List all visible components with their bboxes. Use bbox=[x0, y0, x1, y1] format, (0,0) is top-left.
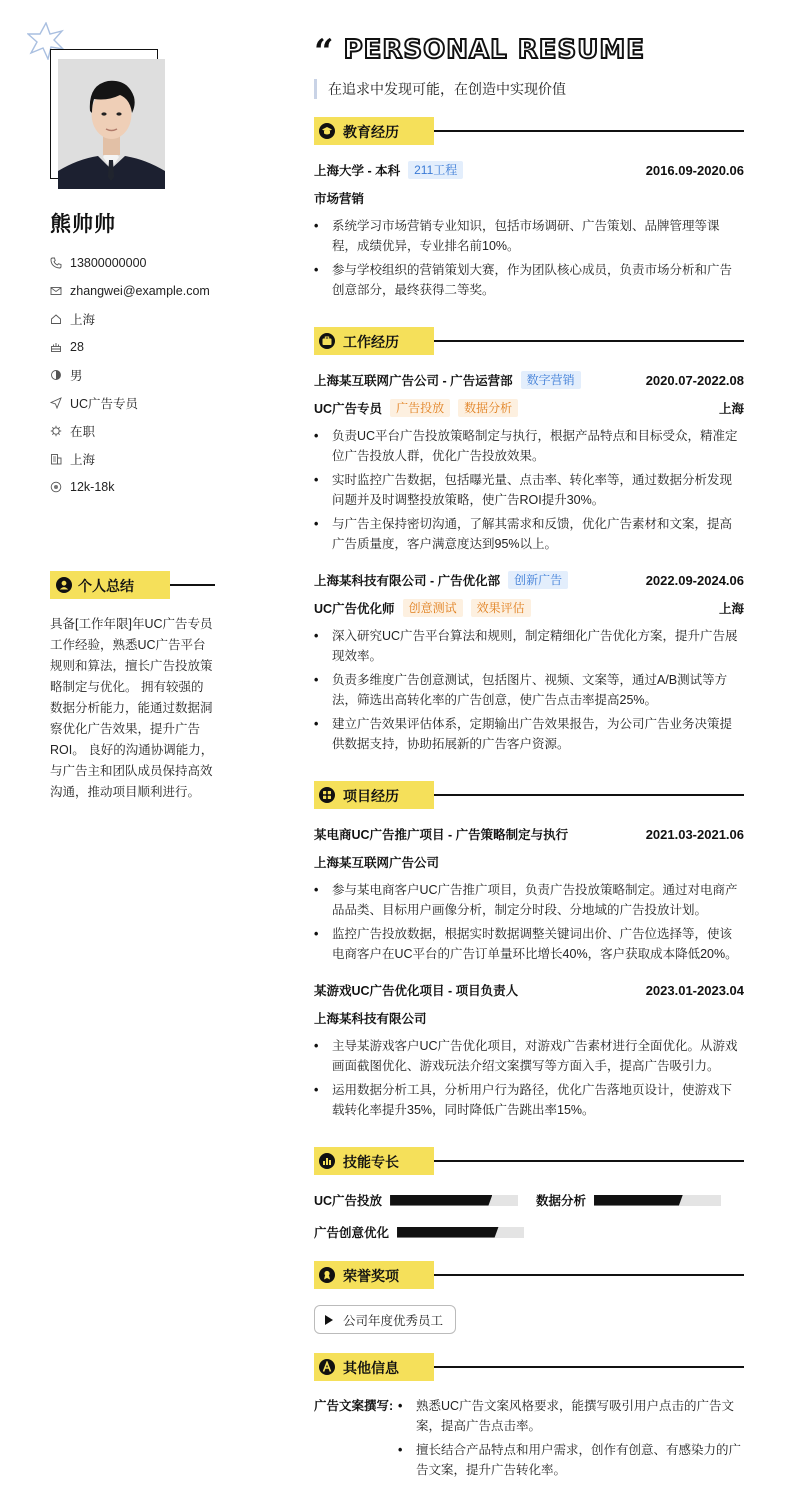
skill-tag: 效果评估 bbox=[471, 599, 531, 617]
job-date: 2020.07-2022.08 bbox=[645, 372, 744, 388]
project-bullets bbox=[314, 1036, 744, 1124]
work-city-text: 上海 bbox=[70, 453, 96, 467]
major-name: 市场营销 bbox=[314, 192, 365, 206]
section-divider bbox=[434, 130, 744, 132]
skill-item bbox=[314, 1222, 524, 1242]
bar-chart-icon bbox=[319, 1153, 335, 1169]
list-item: • 监控广告投放数据，根据实时数据调整关键词出价、广告位选择等，使该电商客户在UC平台的广告订单量环比增长40%，客户获取成本降低20%。 bbox=[314, 924, 744, 964]
summary-text: 具备[工作年限]年UC广告专员工作经验，熟悉UC广告平台规则和算法，擅长广告投放策略制定与优化。 拥有较强的数据分析能力，能通过数据洞察优化广告效果，提升广告ROI。 良好的沟通协调能力，与广告主和团队成员保持高效沟通，推动项目顺利进行。 bbox=[50, 617, 214, 799]
job-location: 上海 bbox=[718, 402, 744, 416]
job-role: UC广告专员 bbox=[314, 402, 383, 416]
list-item: • 负责UC平台广告投放策略制定与执行，根据产品特点和目标受众，精准定位广告投放人群，优化广告投放效果。 bbox=[314, 426, 744, 466]
list-item: • 与广告主保持密切沟通，了解其需求和反馈，优化广告素材和文案，提高广告质量度，客户满意度达到95%以上。 bbox=[314, 514, 744, 554]
job-header-row bbox=[314, 370, 744, 390]
section-title-text: 项目经历 bbox=[343, 788, 399, 804]
position-text: UC广告专员 bbox=[70, 397, 139, 411]
list-item: • 参与某电商客户UC广告推广项目，负责广告投放策略制定。通过对电商产品品类、目标用户画像分析，制定分时段、分地域的广告投放计划。 bbox=[314, 880, 744, 920]
other-label: 广告文案撰写: bbox=[314, 1399, 394, 1413]
education-major-row bbox=[314, 188, 744, 208]
section-title-text: 技能专长 bbox=[343, 1154, 399, 1170]
info-salary bbox=[50, 473, 225, 501]
skill-tag: 数据分析 bbox=[458, 399, 518, 417]
education-date: 2016.09-2020.06 bbox=[645, 162, 744, 178]
city-text: 上海 bbox=[70, 313, 96, 327]
project-header-row bbox=[314, 824, 744, 844]
education-bullets bbox=[314, 216, 744, 304]
sidebar bbox=[0, 0, 230, 1489]
section-divider bbox=[434, 794, 744, 796]
school-tag: 211工程 bbox=[408, 161, 463, 179]
list-item: • 系统学习市场营销专业知识，包括市场调研、广告策划、品牌管理等课程，成绩优异，专业排名前10%。 bbox=[314, 216, 744, 256]
avatar bbox=[58, 59, 165, 189]
status-text: 在职 bbox=[70, 425, 96, 439]
skill-name: 数据分析 bbox=[536, 1194, 587, 1208]
home-icon bbox=[50, 313, 62, 325]
section-title-text: 其他信息 bbox=[343, 1360, 399, 1376]
company-tag: 数字营销 bbox=[521, 371, 581, 389]
section-title-text: 工作经历 bbox=[343, 334, 399, 350]
project-name: 某电商UC广告推广项目 - 广告策略制定与执行 bbox=[314, 828, 569, 842]
list-item: • 实时监控广告数据，包括曝光量、点击率、转化率等，通过数据分析发现问题并及时调整投放策略，使广告ROI提升30%。 bbox=[314, 470, 744, 510]
skill-name: UC广告投放 bbox=[314, 1194, 383, 1208]
project-bullets bbox=[314, 880, 744, 968]
job-date: 2022.09-2024.06 bbox=[645, 572, 744, 588]
project-company: 上海某互联网广告公司 bbox=[314, 856, 440, 870]
section-title-text: 荣誉奖项 bbox=[343, 1268, 399, 1284]
project-date: 2021.03-2021.06 bbox=[645, 826, 744, 842]
info-age bbox=[50, 333, 225, 361]
skill-bar-fill bbox=[594, 1195, 683, 1206]
candidate-name: 熊帅帅 bbox=[50, 213, 116, 236]
phone-icon bbox=[50, 257, 62, 269]
company-name: 上海某互联网广告公司 - 广告运营部 bbox=[314, 374, 513, 388]
work-section-title bbox=[314, 327, 744, 355]
skill-item bbox=[314, 1190, 518, 1210]
info-email bbox=[50, 277, 225, 305]
info-status bbox=[50, 417, 225, 445]
company-tag: 创新广告 bbox=[508, 571, 568, 589]
list-item: • 参与学校组织的营销策划大赛，作为团队核心成员，负责市场分析和广告创意部分，最终获得二等奖。 bbox=[314, 260, 744, 300]
skill-item bbox=[536, 1190, 721, 1210]
info-phone bbox=[50, 249, 225, 277]
list-item: • 负责多维度广告创意测试，包括图片、视频、文案等，通过A/B测试等方法，筛选出高转化率的广告创意，使广告点击率提高25%。 bbox=[314, 670, 744, 710]
award-chip bbox=[314, 1305, 456, 1334]
job-header-row bbox=[314, 570, 744, 590]
summary-section-title bbox=[50, 571, 215, 599]
briefcase-icon bbox=[319, 333, 335, 349]
section-divider bbox=[434, 1366, 744, 1368]
send-icon bbox=[50, 397, 62, 409]
graduation-cap-icon bbox=[319, 123, 335, 139]
section-divider bbox=[434, 340, 744, 342]
resume-header bbox=[314, 30, 645, 70]
info-gender bbox=[50, 361, 225, 389]
project-company-row bbox=[314, 1008, 744, 1028]
job-role: UC广告优化师 bbox=[314, 602, 395, 616]
cake-icon bbox=[50, 341, 62, 353]
job-location: 上海 bbox=[718, 602, 744, 616]
section-divider bbox=[434, 1160, 744, 1162]
education-section-title bbox=[314, 117, 744, 145]
list-item: • 建立广告效果评估体系，定期输出广告效果报告，为公司广告业务决策提供数据支持，协助拓展新的广告客户资源。 bbox=[314, 714, 744, 754]
section-divider bbox=[170, 584, 215, 586]
job-role-row bbox=[314, 398, 744, 418]
skill-bar-fill bbox=[390, 1195, 492, 1206]
skills-section-title bbox=[314, 1147, 744, 1175]
play-triangle-icon bbox=[325, 1315, 333, 1325]
skill-name: 广告创意优化 bbox=[314, 1226, 390, 1240]
gender-text: 男 bbox=[70, 369, 83, 383]
other-section-title bbox=[314, 1353, 744, 1381]
mail-icon bbox=[50, 285, 62, 297]
motto: 在追求中发现可能，在创造中实现价值 bbox=[314, 79, 566, 99]
company-name: 上海某科技有限公司 - 广告优化部 bbox=[314, 574, 501, 588]
project-header-row bbox=[314, 980, 744, 1000]
section-title-text: 个人总结 bbox=[78, 578, 134, 594]
resume-title: PERSONAL RESUME bbox=[343, 35, 645, 65]
letter-a-icon bbox=[319, 1359, 335, 1375]
section-title-text: 教育经历 bbox=[343, 124, 399, 140]
info-city bbox=[50, 305, 225, 333]
list-item: • 主导某游戏客户UC广告优化项目，对游戏广告素材进行全面优化。从游戏画面截图优化、游戏玩法介绍文案撰写等方面入手，提高广告吸引力。 bbox=[314, 1036, 744, 1076]
job-bullets bbox=[314, 426, 744, 558]
coin-icon bbox=[50, 481, 62, 493]
project-company: 上海某科技有限公司 bbox=[314, 1012, 427, 1026]
user-icon bbox=[56, 577, 72, 593]
list-item: • 运用数据分析工具，分析用户行为路径，优化广告落地页设计，使游戏下载转化率提升35%，同时降低广告跳出率15%。 bbox=[314, 1080, 744, 1120]
education-header-row bbox=[314, 160, 744, 180]
list-item: • 擅长结合产品特点和用户需求，创作有创意、有感染力的广告文案，提升广告转化率。 bbox=[398, 1440, 743, 1480]
gender-icon bbox=[50, 369, 62, 381]
skill-tag: 创意测试 bbox=[403, 599, 463, 617]
job-bullets bbox=[314, 626, 744, 758]
age-text: 28 bbox=[70, 340, 84, 354]
list-item: • 熟悉UC广告文案风格要求，能撰写吸引用户点击的广告文案，提高广告点击率。 bbox=[398, 1396, 743, 1436]
award-name: 公司年度优秀员工 bbox=[343, 1313, 444, 1328]
phone-text: 13800000000 bbox=[70, 256, 147, 270]
projects-section-title bbox=[314, 781, 744, 809]
other-bullets bbox=[398, 1396, 743, 1484]
project-date: 2023.01-2023.04 bbox=[645, 982, 744, 998]
skill-tag: 广告投放 bbox=[390, 399, 450, 417]
section-divider bbox=[434, 1274, 744, 1276]
honors-section-title bbox=[314, 1261, 744, 1289]
quote-mark: “ bbox=[314, 32, 334, 72]
skill-bar-track bbox=[397, 1227, 524, 1238]
grid-icon bbox=[319, 787, 335, 803]
skill-bar-track bbox=[594, 1195, 721, 1206]
school-name: 上海大学 - 本科 bbox=[314, 164, 401, 178]
project-name: 某游戏UC广告优化项目 - 项目负责人 bbox=[314, 984, 519, 998]
building-icon bbox=[50, 453, 62, 465]
skill-bar-track bbox=[390, 1195, 518, 1206]
gear-icon bbox=[50, 425, 62, 437]
award-icon bbox=[319, 1267, 335, 1283]
skill-bar-fill bbox=[397, 1227, 499, 1238]
salary-text: 12k-18k bbox=[70, 480, 115, 494]
project-company-row bbox=[314, 852, 744, 872]
list-item: • 深入研究UC广告平台算法和规则，制定精细化广告优化方案，提升广告展现效率。 bbox=[314, 626, 744, 666]
info-position bbox=[50, 389, 225, 417]
job-role-row bbox=[314, 598, 744, 618]
email-text: zhangwei@example.com bbox=[70, 284, 210, 298]
contact-info-list bbox=[50, 249, 225, 501]
info-work-city bbox=[50, 445, 225, 473]
